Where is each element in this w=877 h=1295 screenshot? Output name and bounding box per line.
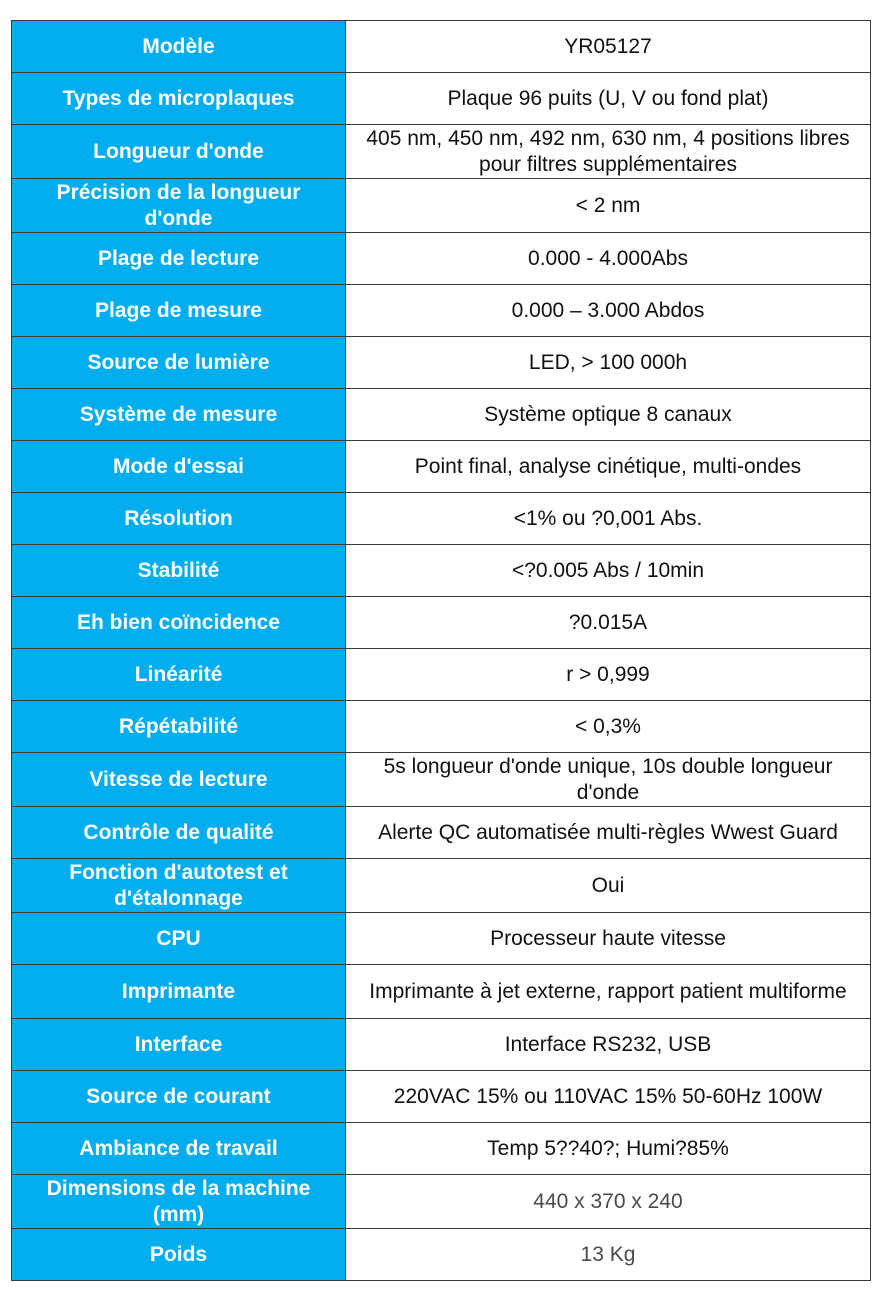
- spec-value: ?0.015A: [346, 597, 871, 649]
- spec-label: Source de courant: [12, 1071, 346, 1123]
- table-row: [12, 701, 871, 753]
- spec-value: < 2 nm: [346, 179, 871, 233]
- spec-label: Imprimante: [12, 965, 346, 1019]
- table-row: [12, 233, 871, 285]
- spec-value: 13 Kg: [346, 1229, 871, 1281]
- spec-label: Vitesse de lecture: [12, 753, 346, 807]
- table-row: [12, 73, 871, 125]
- table-row: [12, 441, 871, 493]
- table-row: [12, 1229, 871, 1281]
- spec-value: Processeur haute vitesse: [346, 913, 871, 965]
- spec-table: [11, 20, 871, 1281]
- spec-value: 0.000 - 4.000Abs: [346, 233, 871, 285]
- spec-label: Plage de lecture: [12, 233, 346, 285]
- table-row: [12, 1019, 871, 1071]
- table-row: [12, 1175, 871, 1229]
- spec-label: Stabilité: [12, 545, 346, 597]
- spec-value: <1% ou ?0,001 Abs.: [346, 493, 871, 545]
- table-row: [12, 753, 871, 807]
- spec-label: CPU: [12, 913, 346, 965]
- table-row: [12, 179, 871, 233]
- spec-label: Poids: [12, 1229, 346, 1281]
- spec-label: Résolution: [12, 493, 346, 545]
- spec-value: Interface RS232, USB: [346, 1019, 871, 1071]
- spec-label: Mode d'essai: [12, 441, 346, 493]
- spec-label: Linéarité: [12, 649, 346, 701]
- spec-label: Plage de mesure: [12, 285, 346, 337]
- spec-value: LED, > 100 000h: [346, 337, 871, 389]
- spec-value: Système optique 8 canaux: [346, 389, 871, 441]
- table-row: [12, 21, 871, 73]
- spec-value: Plaque 96 puits (U, V ou fond plat): [346, 73, 871, 125]
- table-row: [12, 965, 871, 1019]
- spec-label: Contrôle de qualité: [12, 807, 346, 859]
- spec-label: Fonction d'autotest et d'étalonnage: [12, 859, 346, 913]
- table-row: [12, 859, 871, 913]
- spec-label: Modèle: [12, 21, 346, 73]
- spec-label: Source de lumière: [12, 337, 346, 389]
- spec-label: Dimensions de la machine (mm): [12, 1175, 346, 1229]
- spec-value: Alerte QC automatisée multi-règles Wwest Guard: [346, 807, 871, 859]
- spec-label: Longueur d'onde: [12, 125, 346, 179]
- spec-label: Ambiance de travail: [12, 1123, 346, 1175]
- spec-value: <?0.005 Abs / 10min: [346, 545, 871, 597]
- spec-value: YR05127: [346, 21, 871, 73]
- spec-value: 440 x 370 x 240: [346, 1175, 871, 1229]
- spec-value: < 0,3%: [346, 701, 871, 753]
- spec-value: 0.000 – 3.000 Abdos: [346, 285, 871, 337]
- spec-value: r > 0,999: [346, 649, 871, 701]
- spec-value: Oui: [346, 859, 871, 913]
- table-row: [12, 1071, 871, 1123]
- spec-label: Interface: [12, 1019, 346, 1071]
- table-row: [12, 125, 871, 179]
- table-row: [12, 807, 871, 859]
- table-row: [12, 597, 871, 649]
- spec-value: 405 nm, 450 nm, 492 nm, 630 nm, 4 positions libres pour filtres supplémentaires: [346, 125, 871, 179]
- spec-label: Répétabilité: [12, 701, 346, 753]
- spec-value: 5s longueur d'onde unique, 10s double longueur d'onde: [346, 753, 871, 807]
- spec-value: 220VAC 15% ou 110VAC 15% 50-60Hz 100W: [346, 1071, 871, 1123]
- spec-label: Types de microplaques: [12, 73, 346, 125]
- table-row: [12, 285, 871, 337]
- table-row: [12, 493, 871, 545]
- table-row: [12, 649, 871, 701]
- spec-label: Système de mesure: [12, 389, 346, 441]
- spec-value: Point final, analyse cinétique, multi-ondes: [346, 441, 871, 493]
- spec-value: Imprimante à jet externe, rapport patient multiforme: [346, 965, 871, 1019]
- table-row: [12, 913, 871, 965]
- table-row: [12, 545, 871, 597]
- table-row: [12, 389, 871, 441]
- table-row: [12, 337, 871, 389]
- spec-value: Temp 5??40?; Humi?85%: [346, 1123, 871, 1175]
- spec-label: Précision de la longueur d'onde: [12, 179, 346, 233]
- spec-label: Eh bien coïncidence: [12, 597, 346, 649]
- table-row: [12, 1123, 871, 1175]
